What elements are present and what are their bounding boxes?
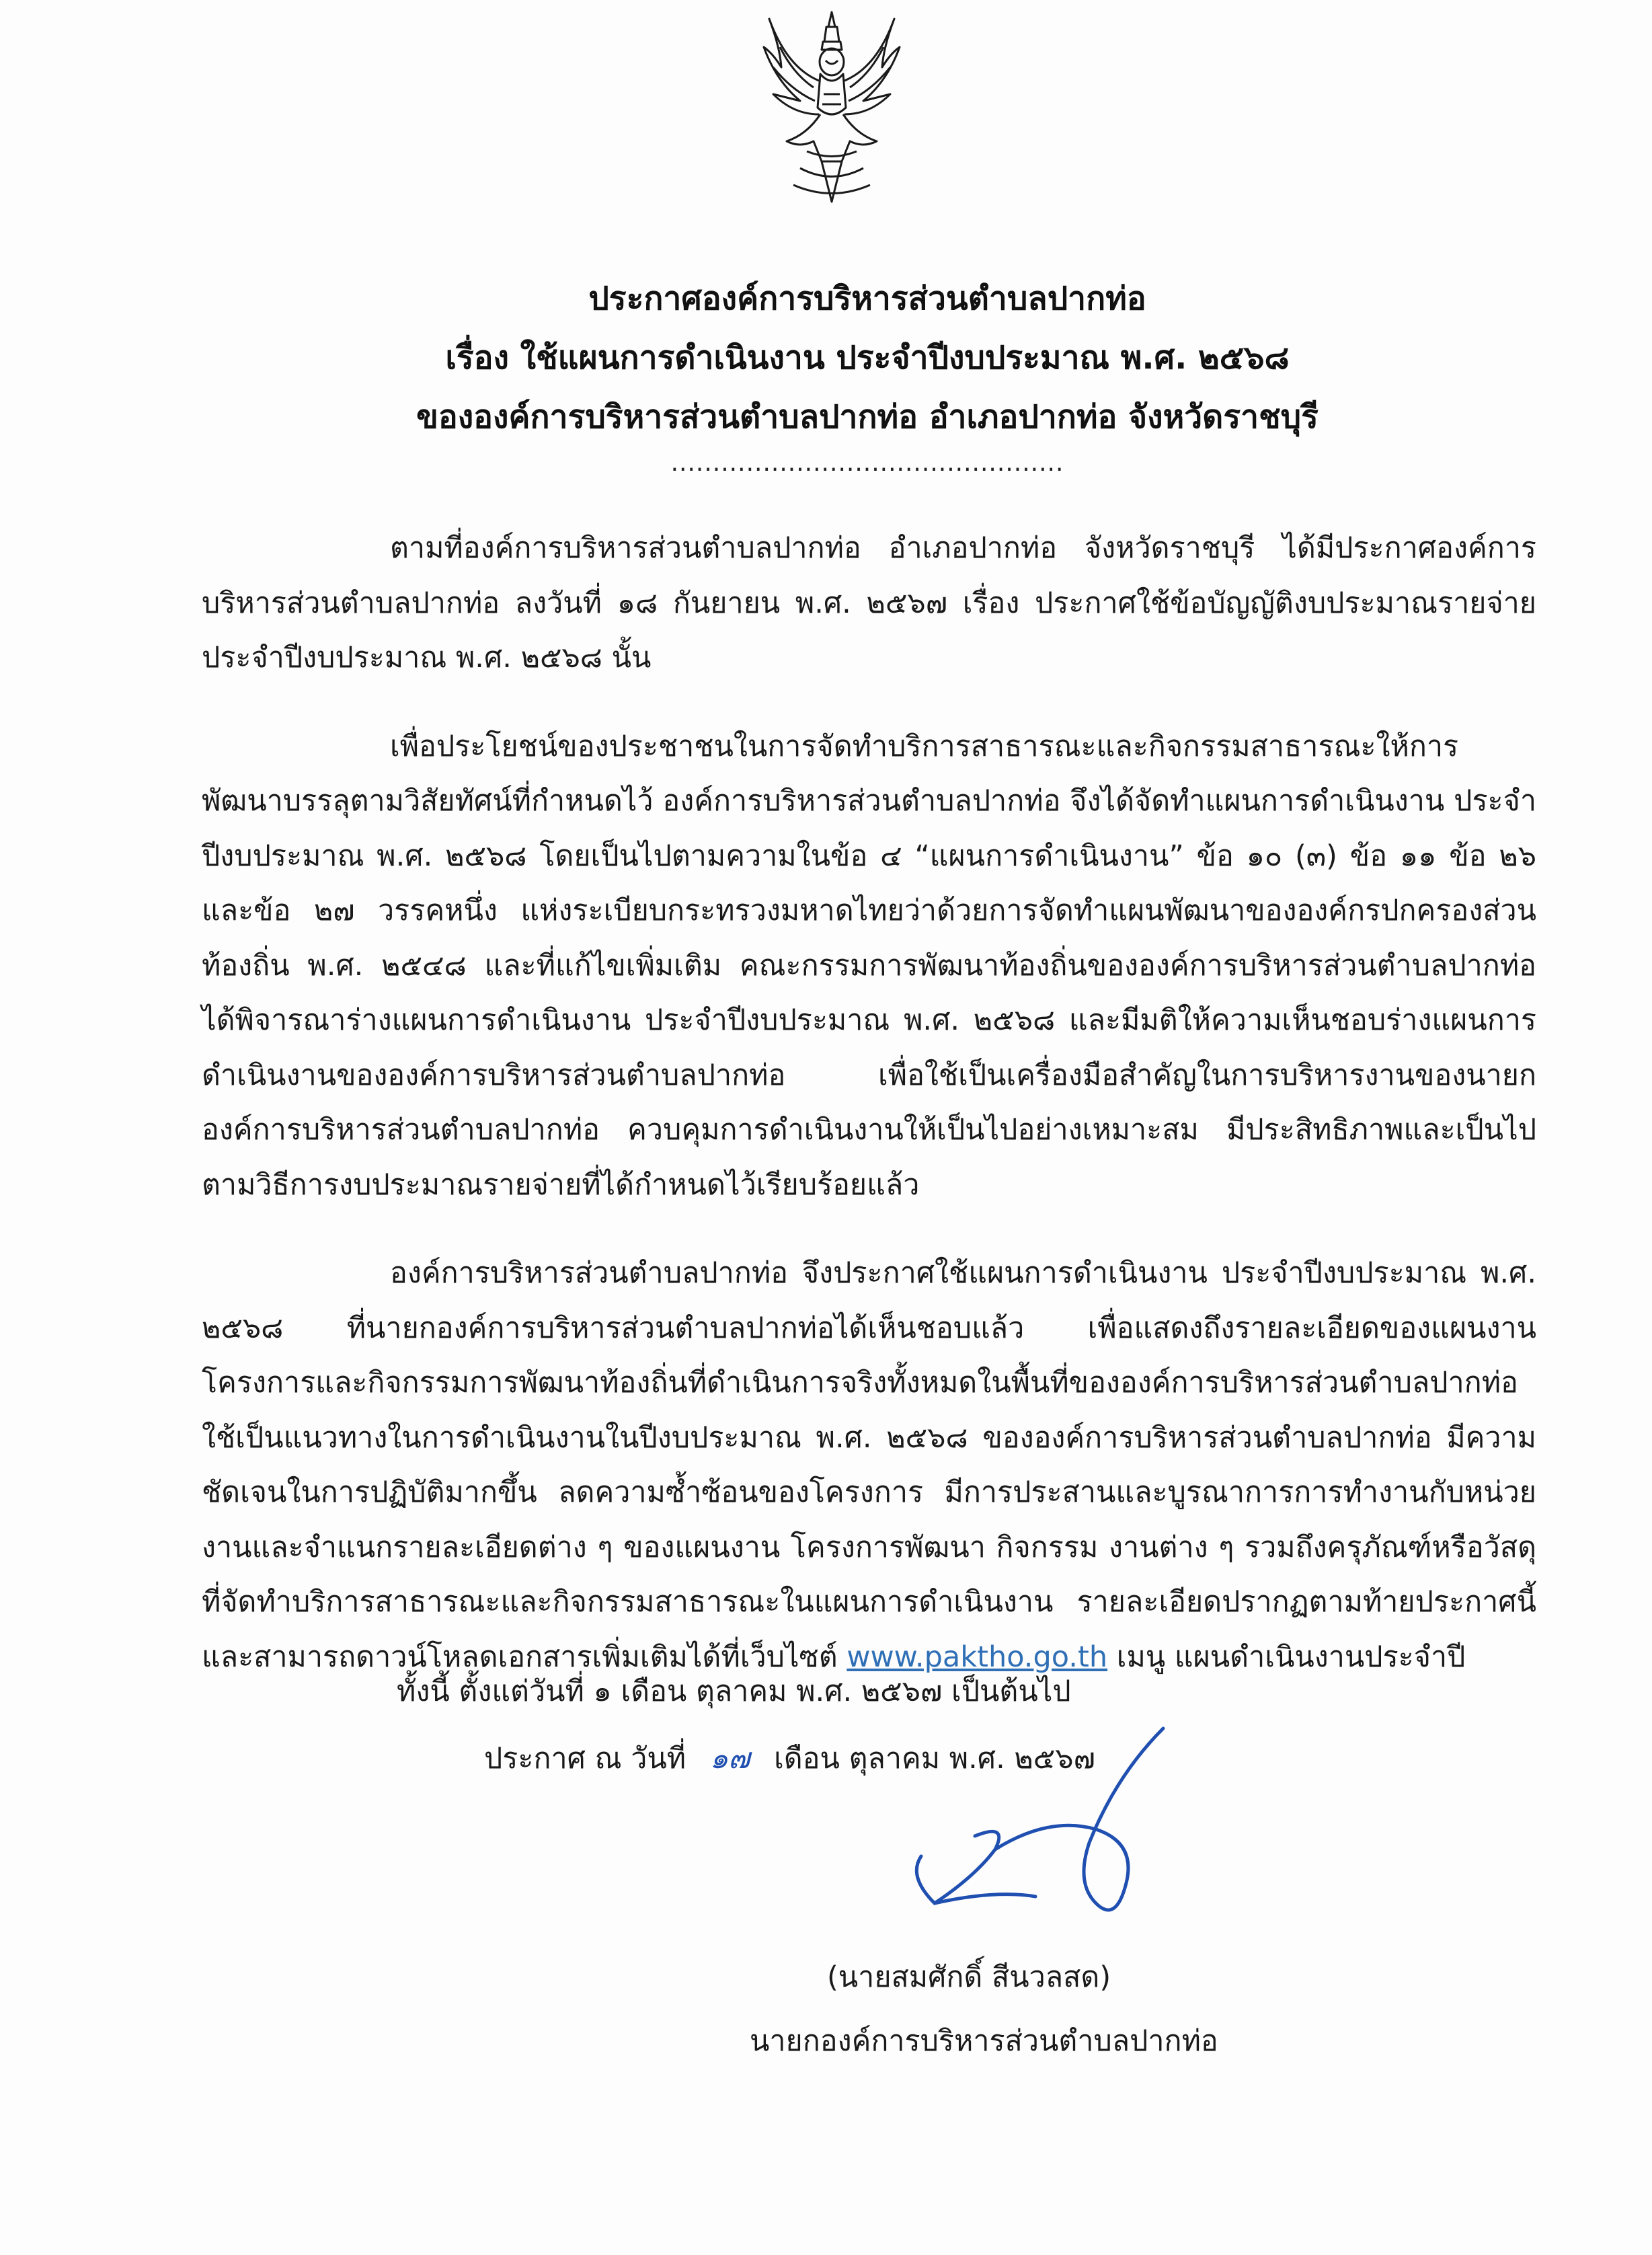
announcement-title <box>202 269 1533 480</box>
website-link[interactable]: www.paktho.go.th <box>847 1640 1108 1674</box>
signer-name: (นายสมศักดิ์ สีนวลสด) <box>827 1960 1111 1994</box>
announced-prefix: ประกาศ ณ วันที่ <box>484 1742 686 1775</box>
handwritten-signature-icon <box>894 1722 1177 1937</box>
paragraph-2: เพื่อประโยชน์ของประชาชนในการจัดทำบริการสาธารณะและกิจกรรมสาธารณะให้การพัฒนาบรรลุตามวิสัยทัศน์ที่กำหนดไว้ องค์การบริหารส่วนตำบลปากท่อ จึงได้จัดทำแผนการดำเนินงาน ประจำปีงบประมาณ พ.ศ. ๒๕๖๘ โดยเป็นไปตามความในข้อ ๔ “แผนการดำเนินงาน” ข้อ ๑๐ (๓) ข้อ ๑๑ ข้อ ๒๖ และข้อ ๒๗ วรรคหนึ่ง แห่งระเบียบกระทรวงมหาดไทยว่าด้วยการจัดทำแผนพัฒนาขององค์กรปกครองส่วนท้องถิ่น พ.ศ. ๒๕๔๘ และที่แก้ไขเพิ่มเติม คณะกรรมการพัฒนาท้องถิ่นขององค์การบริหารส่วนตำบลปากท่อ ได้พิจารณาร่างแผนการดำเนินงาน ประจำปีงบประมาณ พ.ศ. ๒๕๖๘ และมีมติให้ความเห็นชอบร่างแผนการดำเนินงานขององค์การบริหารส่วนตำบลปากท่อ เพื่อใช้เป็นเครื่องมือสำคัญในการบริหารงานของนายกองค์การบริหารส่วนตำบลปากท่อ ควบคุมการดำเนินงานให้เป็นไปอย่างเหมาะสม มีประสิทธิภาพและเป็นไปตามวิธีการงบประมาณรายจ่ายที่ได้กำหนดไว้เรียบร้อยแล้ว <box>202 729 1536 1202</box>
title-line-2: เรื่อง ใช้แผนการดำเนินงาน ประจำปีงบประมาณ พ.ศ. ๒๕๖๘ <box>445 339 1290 377</box>
announced-suffix: เดือน ตุลาคม พ.ศ. ๒๕๖๗ <box>774 1742 1095 1775</box>
paragraph-1: ตามที่องค์การบริหารส่วนตำบลปากท่อ อำเภอปากท่อ จังหวัดราชบุรี ได้มีประกาศองค์การบริหารส่วนตำบลปากท่อ ลงวันที่ ๑๘ กันยายน พ.ศ. ๒๕๖๗ เรื่อง ประกาศใช้ข้อบัญญัติงบประมาณรายจ่าย ประจำปีงบประมาณ พ.ศ. ๒๕๖๘ นั้น <box>202 531 1536 675</box>
title-line-3: ขององค์การบริหารส่วนตำบลปากท่อ อำเภอปากท่อ จังหวัดราชบุรี <box>416 398 1319 436</box>
garuda-emblem-icon <box>760 7 904 208</box>
announcement-body <box>202 521 1536 1718</box>
title-line-1: ประกาศองค์การบริหารส่วนตำบลปากท่อ <box>588 280 1146 317</box>
paragraph-3 <box>202 1246 1536 1685</box>
signer-position: นายกองค์การบริหารส่วนตำบลปากท่อ <box>750 2024 1218 2058</box>
announced-day: ๑๗ <box>709 1742 750 1775</box>
effective-date: ทั้งนี้ ตั้งแต่วันที่ ๑ เดือน ตุลาคม พ.ศ. ๒๕๖๗ เป็นต้นไป <box>397 1675 1071 1708</box>
title-divider: ............................................... <box>670 449 1064 477</box>
paragraph-3-tail: เมนู แผนดำเนินงานประจำปี <box>1116 1640 1466 1674</box>
paragraph-3-text: องค์การบริหารส่วนตำบลปากท่อ จึงประกาศใช้แผนการดำเนินงาน ประจำปีงบประมาณ พ.ศ. ๒๕๖๘ ที่นายกองค์การบริหารส่วนตำบลปากท่อได้เห็นชอบแล้ว เพื่อแสดงถึงรายละเอียดของแผนงานโครงการและกิจกรรมการพัฒนาท้องถิ่นที่ดำเนินการจริงทั้งหมดในพื้นที่ขององค์การบริหารส่วนตำบลปากท่อใช้เป็นแนวทางในการดำเนินงานในปีงบประมาณ พ.ศ. ๒๕๖๘ ขององค์การบริหารส่วนตำบลปากท่อ มีความชัดเจนในการปฏิบัติมากขึ้น ลดความซ้ำซ้อนของโครงการ มีการประสานและบูรณาการการทำงานกับหน่วยงานและจำแนกรายละเอียดต่าง ๆ ของแผนงาน โครงการพัฒนา กิจกรรม งานต่าง ๆ รวมถึงครุภัณฑ์หรือวัสดุที่จัดทำบริการสาธารณะและกิจกรรมสาธารณะในแผนการดำเนินงาน รายละเอียดปรากฏตามท้ายประกาศนี้ และสามารถดาวน์โหลดเอกสารเพิ่มเติมได้ที่เว็บไซต์ <box>202 1256 1536 1674</box>
